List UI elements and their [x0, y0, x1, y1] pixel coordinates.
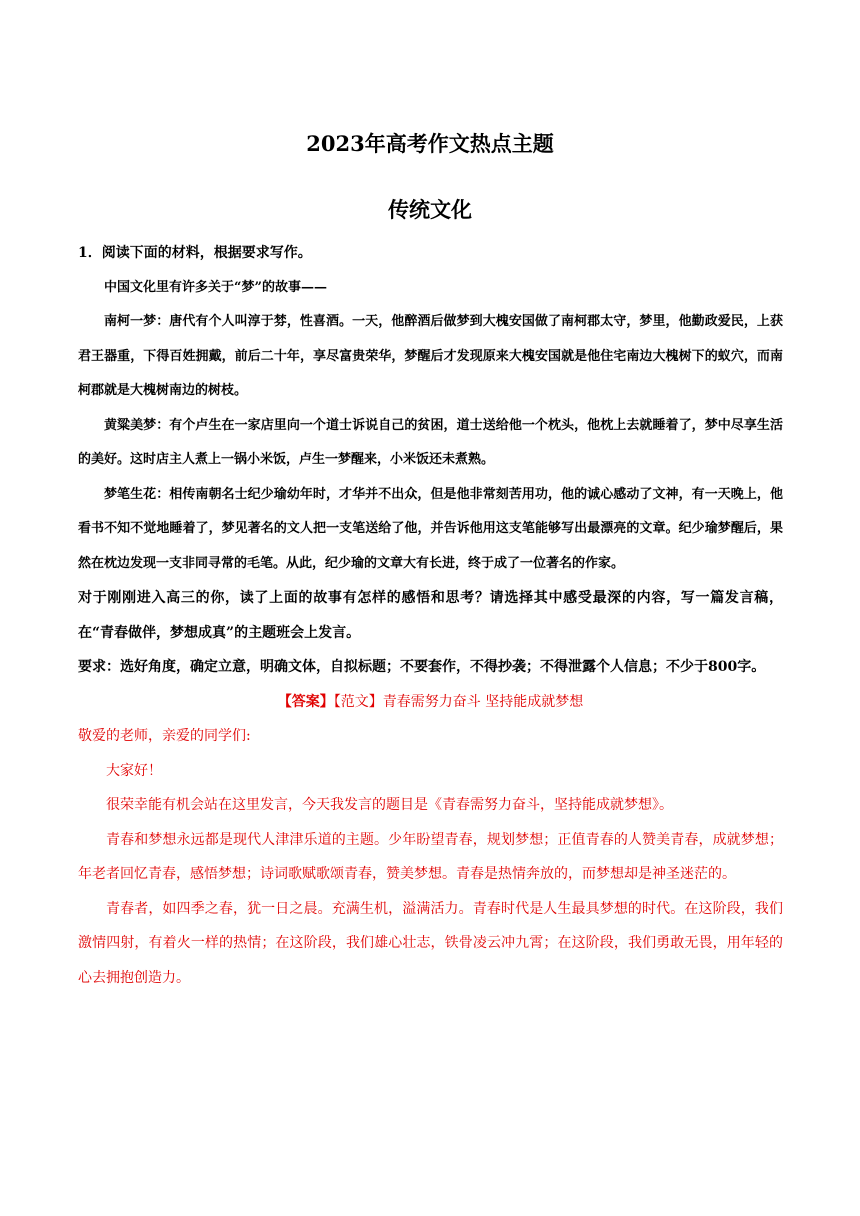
material-paragraph: 黄粱美梦：有个卢生在一家店里向一个道士诉说自己的贫困，道士送给他一个枕头，他枕上去就睡着了，梦中尽享生活的美好。这时店主人煮上一锅小米饭，卢生一梦醒来，小米饭还未煮熟。 — [78, 417, 783, 467]
material-paragraph: 中国文化里有许多关于“梦”的故事—— — [104, 279, 327, 295]
essay-paragraph: 青春者，如四季之春，犹一日之晨。充满生机，溢满活力。青春时代是人生最具梦想的时代。在这阶段，我们激情四射，有着火一样的热情；在这阶段，我们雄心壮志，铁骨凌云冲九霄；在这阶段，我们勇敢无畏，用年轻的心去拥抱创造力。 — [78, 900, 783, 986]
question-number: 1． — [78, 245, 102, 261]
question-requirements: 要求：选好角度，确定立意，明确文体，自拟标题；不要套作，不得抄袭；不得泄露个人信息；不少于800字。 — [78, 659, 766, 675]
essay-paragraph: 青春和梦想永远都是现代人津津乐道的主题。少年盼望青春，规划梦想；正值青春的人赞美青春，成就梦想；年老者回忆青春，感悟梦想；诗词歌赋歌颂青春，赞美梦想。青春是热情奔放的，而梦想却是神圣迷茫的。 — [78, 831, 783, 882]
document-body — [78, 236, 783, 995]
document-subtitle: 传统文化 — [388, 198, 472, 222]
essay-tag: 【范文】 — [333, 693, 383, 710]
document-title: 2023年高考作文热点主题 — [306, 131, 554, 156]
answer-tag: 【答案】 — [277, 693, 334, 710]
question-instruction — [78, 236, 783, 271]
essay-paragraph: 很荣幸能有机会站在这里发言，今天我发言的题目是《青春需努力奋斗，坚持能成就梦想》。 — [106, 797, 673, 813]
question-instruction-text: 阅读下面的材料，根据要求写作。 — [101, 245, 312, 261]
essay-paragraph: 大家好！ — [106, 762, 162, 779]
question-prompt: 对于刚刚进入高三的你，读了上面的故事有怎样的感悟和思考？请选择其中感受最深的内容，写一篇发言稿，在“青春做伴，梦想成真”的主题班会上发言。 — [78, 590, 783, 641]
material-paragraph: 梦笔生花：相传南朝名士纪少瑜幼年时，才华并不出众，但是他非常刻苦用功，他的诚心感动了文神，有一天晚上，他看书不知不觉地睡着了，梦见著名的文人把一支笔送给了他，并告诉他用这支笔能够写出最漂亮的文章。纪少瑜梦醒后，果然在枕边发现一支非同寻常的毛笔。从此，纪少瑜的文章大有长进，终于成了一位著名的作家。 — [78, 486, 783, 571]
essay-salutation: 敬爱的老师，亲爱的同学们: — [78, 728, 251, 744]
material-paragraph: 南柯一梦：唐代有个人叫淳于棼，性喜酒。一天，他醉酒后做梦到大槐安国做了南柯郡太守，梦里，他勤政爱民，上获君王器重，下得百姓拥戴，前后二十年，享尽富贵荣华，梦醒后才发现原来大槐安国就是他住宅南边大槐树下的蚁穴，而南柯郡就是大槐树南边的树枝。 — [78, 314, 783, 398]
essay-title: 青春需努力奋斗 坚持能成就梦想 — [382, 693, 584, 710]
answer-heading — [78, 685, 783, 720]
